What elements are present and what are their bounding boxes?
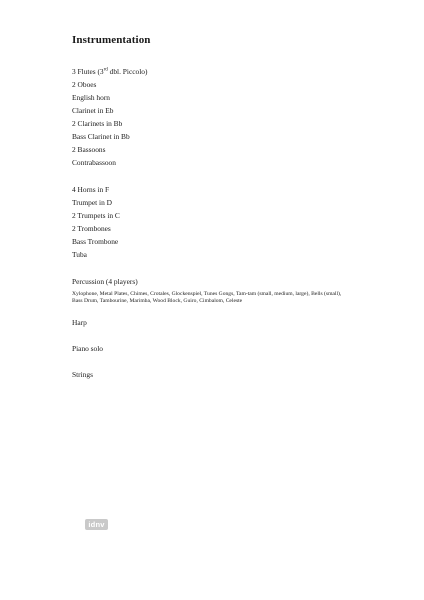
instrument-trumpet-d: Trumpet in D [72,198,112,207]
page-title: Instrumentation [72,34,151,46]
instrument-trombones: 2 Trombones [72,224,111,233]
instrument-clarinets-bb: 2 Clarinets in Bb [72,119,123,128]
percussion-heading: Percussion (4 players) [72,277,138,286]
instrument-tuba: Tuba [72,250,87,259]
flutes-superscript: rd [103,67,108,73]
flutes-suffix: dbl. Piccolo) [107,67,148,76]
instrument-strings: Strings [72,370,93,379]
instrument-bass-trombone: Bass Trombone [72,237,119,246]
percussion-list: Xylophone, Metal Plates, Chimes, Crotales, Glockenspiel, Tunes Gongs, Tam-tam (small, medium, large), Bells (small), Bass Drum, Tambourine, Marimba, Wood Block, Guiro, Cimbalom, Celeste [72,291,342,305]
instrument-flutes [72,67,147,76]
instrument-bassoons: 2 Bassoons [72,145,106,154]
instrument-harp: Harp [72,318,87,327]
instrument-contrabassoon: Contrabassoon [72,158,116,167]
flutes-label: 3 Flutes (3 [72,67,104,76]
instrument-oboes: 2 Oboes [72,80,97,89]
instrument-bass-clarinet: Bass Clarinet in Bb [72,132,130,141]
instrument-piano: Piano solo [72,344,104,353]
instrument-english-horn: English horn [72,93,110,102]
instrument-horns: 4 Horns in F [72,185,110,194]
publisher-logo: idnv [85,519,108,530]
instrument-clarinet-eb: Clarinet in Eb [72,106,114,115]
instrument-trumpets-c: 2 Trumpets in C [72,211,120,220]
